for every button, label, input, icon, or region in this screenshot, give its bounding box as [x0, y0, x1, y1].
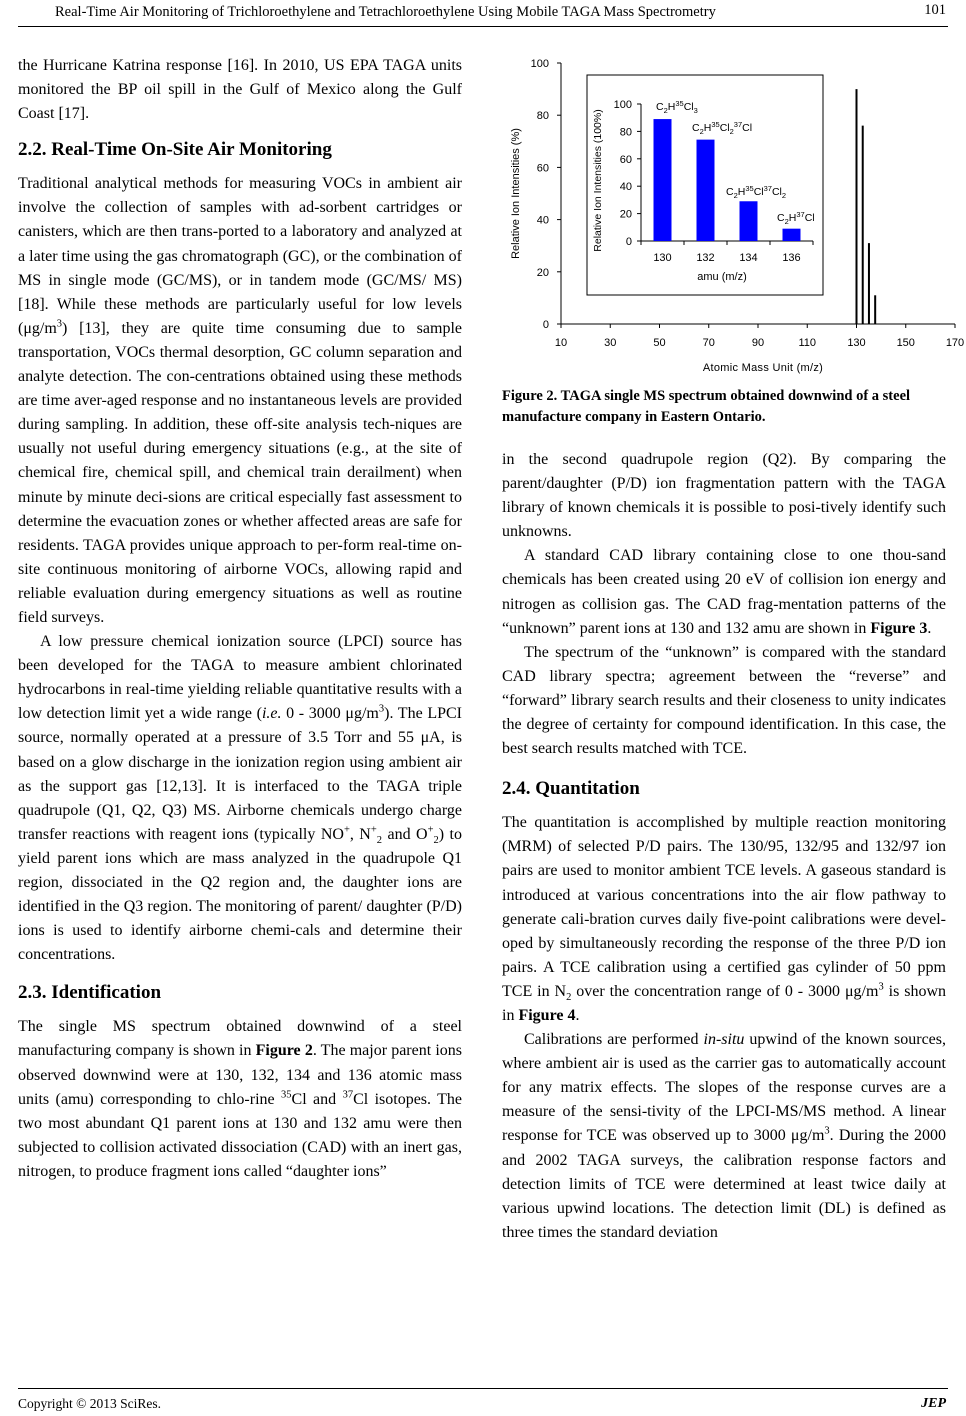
inset-x-tick-label: 132	[696, 252, 715, 264]
paragraph: The single MS spectrum obtained downwind of a steel manufacturing company is shown in Figure 2. The major parent ions observed downwind were at 130, 132, 134 and 136 atomic mass units (amu) corresponding to chlo-rine $^{35}$Cl and $^{37}$Cl isotopes. The two most abundant Q1 parent ions at 130 and 132 amu were then subjected to collision activated dissociation (CAD) with an inert gas, nitrogen, to produce fragment ions called “daughter ions”	[18, 1018, 463, 1180]
inset-y-tick-label: 80	[619, 126, 632, 139]
inset-y-tick-label: 0	[625, 236, 632, 248]
y-axis-label: Relative Ion Intensities (%)	[510, 128, 522, 259]
inset-bar	[697, 140, 715, 241]
running-title: Real-Time Air Monitoring of Trichloroethylene and Tetrachloroethylene Using Mobile TAGA Mass Spectrometry	[55, 4, 716, 20]
paragraph: The quantitation is accomplished by multiple reaction monitoring (MRM) of selected P/D pairs. The 130/95, 132/95 and 132/97 ion pairs are used to monitor ambient TCE levels. A gaseous standard is introduced at various concentrations into the air flow pathway to generate cali-bration curves daily five-point calibrations were devel-oped by simultaneously recording the response of the three P/D ion pairs. A TCE calibration using a certified gas cylinder of 50 ppm TCE in $N_2$ over the concentration range of 0 - 3000 $\mu g/m^3$ is shown in Figure 4.	[502, 814, 947, 1024]
page-number: 101	[924, 2, 946, 18]
inset-x-tick-label: 134	[739, 252, 758, 264]
paragraph: the Hurricane Katrina response [16]. In 2010, US EPA TAGA units monitored the BP oil spill in the Gulf of Mexico along the Gulf Coast [17].	[18, 57, 462, 123]
y-tick-label: 100	[530, 58, 549, 70]
x-tick-label: 110	[798, 337, 817, 349]
y-tick-label: 40	[536, 214, 549, 227]
inset-y-tick-label: 20	[619, 208, 632, 221]
inset-x-tick-label: 130	[653, 252, 672, 264]
x-tick-label: 90	[751, 337, 765, 349]
paragraph: in the second quadrupole region (Q2). By comparing the parent/daughter (P/D) ion fragmentation pattern with the TAGA library of known chemicals it is possible to posi-tively identify such unknowns.	[502, 451, 946, 541]
journal-abbrev: JEP	[921, 1396, 946, 1411]
formula-label: $C_2H^{35}Cl_2^{37}Cl$	[692, 120, 753, 136]
x-tick-label: 30	[604, 337, 617, 349]
inset-y-tick-label: 100	[613, 99, 632, 111]
y-tick-label: 0	[542, 319, 549, 331]
inset-y-tick-label: 60	[619, 153, 632, 166]
section-heading: 2.2. Real-Time On-Site Air Monitoring	[18, 139, 332, 161]
right-column	[502, 448, 946, 1245]
figure-2	[502, 52, 965, 374]
x-tick-label: 150	[896, 337, 915, 349]
mass-spectrum-chart	[502, 52, 965, 374]
footer-rule	[18, 1388, 948, 1389]
paragraph: The spectrum of the “unknown” is compared with the standard CAD library spectra; agreement between the “reverse” and “forward” library search results and their closeness to unity indicates the degree of certainty for compound identification. In this case, the best search results matched with TCE.	[502, 643, 946, 758]
x-tick-label: 170	[945, 337, 965, 349]
paragraph: Traditional analytical methods for measuring VOCs in ambient air involve the collection of samples with ad-sorbent cartridges or canisters, which are then trans-ported to a laboratory and analyzed at a later time using the gas chromatograph (GC), or the combination of MS in single mode (GC/MS), or in tandem mode (GC/MS/ MS) [18]. While these methods are particularly useful for low levels $(\mu g/m^3)$ [13], they are quite time consuming due to sample transportation, VOCs thermal desorption, GC column separation and analyte detection. The con-centrations obtained using these methods are time aver-aged response and no instantaneous levels are provided during sampling. In addition, these off-site analysis tech-niques are usually not useful during emergency situations (e.g., at the site of chemical fire, chemical spill, and chemical train derailment) when minute by minute deci-sions are critical especially fast assessment to determine the evacuation zones or whether affected areas are safe for residents. TAGA provides unique approach to per-form real-time on-site continuous monitoring of airborne VOCs, allowing rapid and reliable evaluation during emergency situations as well as routine field surveys.	[18, 175, 462, 626]
y-tick-label: 60	[536, 162, 549, 175]
figure-reference[interactable]: Figure 4	[518, 1006, 576, 1024]
page-footer	[0, 1388, 966, 1416]
copyright: Copyright © 2013 SciRes.	[18, 1396, 162, 1411]
inset-bar	[783, 229, 801, 241]
header-rule	[18, 26, 948, 27]
inset-x-tick-label: 136	[782, 252, 801, 264]
figure-reference[interactable]: Figure 3	[870, 619, 928, 637]
x-tick-label: 10	[554, 337, 568, 349]
formula-label: $C_2H^{35}Cl^{37}Cl_2$	[726, 184, 787, 200]
figure-caption: Figure 2. TAGA single MS spectrum obtained downwind of a steel manufacture company in Eastern Ontario.	[502, 388, 911, 425]
paragraph: A standard CAD library containing close to one thou-sand chemicals has been created using 20 eV of collision ion energy and nitrogen as collision gas. The CAD frag-mentation patterns of the “unknown” parent ions at 130 and 132 amu are shown in Figure 3.	[502, 547, 946, 637]
figure-reference[interactable]: Figure 2	[255, 1042, 313, 1060]
inset-y-tick-label: 40	[619, 181, 632, 194]
formula-label: $C_2H^{37}Cl$	[777, 210, 815, 226]
left-column	[18, 54, 462, 1184]
x-tick-label: 130	[847, 337, 866, 349]
inset-x-axis-label: amu (m/z)	[697, 271, 747, 283]
running-header	[0, 0, 966, 26]
x-tick-label: 70	[702, 337, 715, 349]
formula-label: $C_2H^{35}Cl_3$	[656, 99, 698, 115]
x-axis-label: Atomic Mass Unit (m/z)	[702, 362, 824, 374]
inset-bar	[740, 201, 758, 241]
paragraph: Calibrations are performed in-situ upwind of the known sources, where ambient air is used as the carrier gas to automatically account for any matrix effects. The slopes of the response curves are a measure of the sensi-tivity of the LPCI-MS/MS method. A linear response for TCE was observed up to 3000 $\mu g/m^3$. During the 2000 and 2002 TAGA surveys, the calibration response factors and detection limits of TCE were determined at least twice daily at various upwind locations. The detection limit (DL) is defined as three times the standard deviation	[502, 1031, 947, 1241]
inset-y-axis-label: Relative Ion Intensities (100%)	[592, 109, 604, 252]
section-heading: 2.3. Identification	[18, 982, 162, 1004]
paragraph: A low pressure chemical ionization source (LPCI) source has been developed for the TAGA to measure ambient chlorinated hydrocarbons in real-time yielding reliable quantitative results with a low detection limit yet a wide range (i.e. 0 - 3000 $\mu g/m^3$). The LPCI source, normally operated at a pressure of 3.5 Torr and 55 μA, is based on a glow discharge in the ionization region using ambient air as the support gas [12,13]. It is interfaced to the TAGA triple quadrupole (Q1, Q2, Q3) MS. Airborne chemicals undergo charge transfer reactions with reagent ions (typically NO+, $N^+_2$ and $O^+_2$) to yield parent ions which are mass analyzed in the quadrupole Q1 region, dissociated in the Q2 region and, the daughter ions are identified in the Q3 region. The monitoring of parent/ daughter (P/D) ions is used to identify airborne chemi-cals and determine their concentrations.	[18, 633, 463, 964]
inset-bar	[654, 119, 672, 241]
x-tick-label: 50	[653, 337, 666, 349]
y-tick-label: 80	[536, 110, 549, 123]
section-heading: 2.4. Quantitation	[502, 778, 640, 800]
y-tick-label: 20	[536, 266, 549, 279]
